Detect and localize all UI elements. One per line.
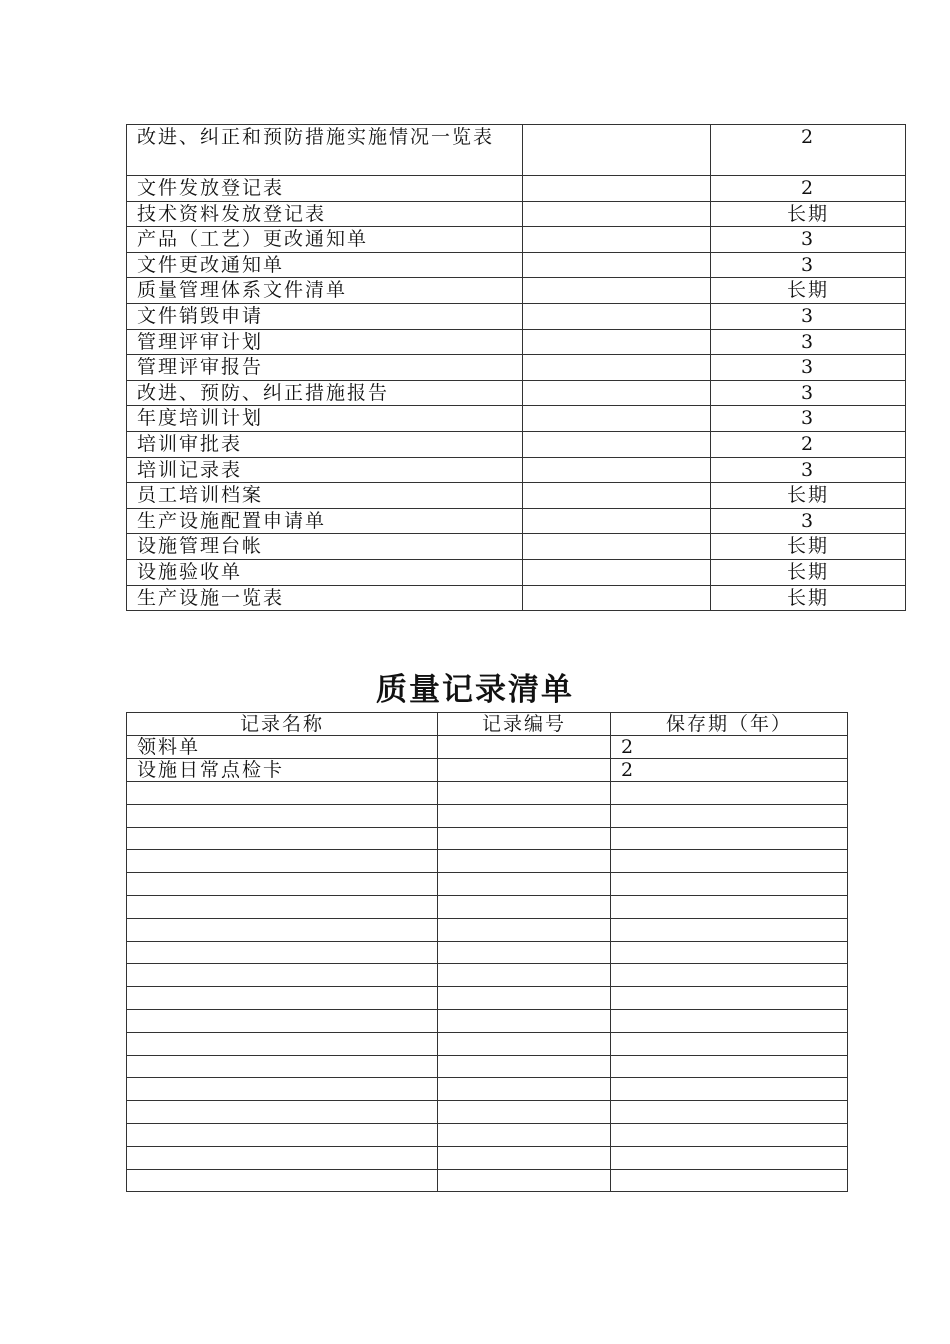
retention-period-cell: 3 bbox=[711, 252, 906, 278]
record-name-cell bbox=[127, 1009, 438, 1032]
record-name-cell: 管理评审报告 bbox=[127, 355, 523, 381]
retention-period-cell: 2 bbox=[611, 736, 848, 759]
record-number-cell bbox=[523, 406, 711, 432]
table-row bbox=[127, 1146, 848, 1169]
record-name-cell bbox=[127, 873, 438, 896]
table-row bbox=[127, 1032, 848, 1055]
record-number-cell bbox=[523, 355, 711, 381]
record-name-cell bbox=[127, 1101, 438, 1124]
retention-period-cell bbox=[611, 987, 848, 1010]
table-row bbox=[127, 850, 848, 873]
retention-period-cell: 长期 bbox=[711, 201, 906, 227]
record-number-cell bbox=[438, 895, 611, 918]
record-name-cell bbox=[127, 827, 438, 850]
retention-period-cell: 长期 bbox=[711, 559, 906, 585]
retention-period-cell: 2 bbox=[711, 431, 906, 457]
record-name-cell: 质量管理体系文件清单 bbox=[127, 278, 523, 304]
retention-period-cell: 3 bbox=[711, 457, 906, 483]
record-number-cell bbox=[523, 559, 711, 585]
retention-period-cell: 长期 bbox=[711, 585, 906, 611]
table-row bbox=[127, 125, 906, 176]
table-row bbox=[127, 1009, 848, 1032]
record-name-cell: 生产设施一览表 bbox=[127, 585, 523, 611]
table-row bbox=[127, 873, 848, 896]
retention-period-cell bbox=[611, 804, 848, 827]
retention-period-cell: 3 bbox=[711, 227, 906, 253]
retention-period-cell bbox=[611, 895, 848, 918]
table-row bbox=[127, 508, 906, 534]
record-name-cell: 文件更改通知单 bbox=[127, 252, 523, 278]
table-row bbox=[127, 483, 906, 509]
record-number-cell bbox=[523, 278, 711, 304]
table-row bbox=[127, 1078, 848, 1101]
record-number-cell bbox=[523, 483, 711, 509]
record-name-cell bbox=[127, 1123, 438, 1146]
header-retention-period: 保存期（年） bbox=[611, 713, 848, 736]
table-row bbox=[127, 1101, 848, 1124]
record-name-cell bbox=[127, 1078, 438, 1101]
record-number-cell bbox=[523, 457, 711, 483]
retention-period-cell: 长期 bbox=[711, 278, 906, 304]
retention-period-cell bbox=[611, 1169, 848, 1192]
table-row bbox=[127, 329, 906, 355]
record-number-cell bbox=[438, 1055, 611, 1078]
record-number-cell bbox=[438, 941, 611, 964]
retention-period-cell bbox=[611, 1032, 848, 1055]
table-row bbox=[127, 827, 848, 850]
retention-period-cell: 长期 bbox=[711, 483, 906, 509]
retention-period-cell: 2 bbox=[711, 125, 906, 176]
record-number-cell bbox=[523, 227, 711, 253]
record-number-cell bbox=[438, 1169, 611, 1192]
retention-period-cell bbox=[611, 1123, 848, 1146]
record-name-cell: 文件销毁申请 bbox=[127, 303, 523, 329]
record-number-cell bbox=[438, 1009, 611, 1032]
table-row bbox=[127, 406, 906, 432]
record-name-cell bbox=[127, 987, 438, 1010]
retention-period-cell bbox=[611, 1009, 848, 1032]
table-row bbox=[127, 534, 906, 560]
table-row bbox=[127, 941, 848, 964]
retention-period-cell: 2 bbox=[611, 759, 848, 782]
record-name-cell bbox=[127, 1032, 438, 1055]
table-row bbox=[127, 895, 848, 918]
table-header-row bbox=[127, 713, 848, 736]
retention-period-cell bbox=[611, 850, 848, 873]
retention-period-cell bbox=[611, 1055, 848, 1078]
retention-period-cell bbox=[611, 941, 848, 964]
quality-records-table-body bbox=[127, 713, 848, 1192]
retention-period-cell: 3 bbox=[711, 380, 906, 406]
page-title: 质量记录清单 bbox=[376, 672, 574, 708]
record-name-cell: 设施验收单 bbox=[127, 559, 523, 585]
table-row bbox=[127, 964, 848, 987]
quality-records-table bbox=[126, 712, 848, 1192]
record-number-cell bbox=[523, 585, 711, 611]
record-number-cell bbox=[523, 534, 711, 560]
record-number-cell bbox=[523, 380, 711, 406]
record-name-cell: 技术资料发放登记表 bbox=[127, 201, 523, 227]
record-name-cell: 员工培训档案 bbox=[127, 483, 523, 509]
record-number-cell bbox=[438, 987, 611, 1010]
records-table-continued-body bbox=[127, 125, 906, 611]
retention-period-cell bbox=[611, 1078, 848, 1101]
record-number-cell bbox=[523, 431, 711, 457]
record-number-cell bbox=[438, 736, 611, 759]
record-name-cell bbox=[127, 941, 438, 964]
table-row bbox=[127, 782, 848, 805]
table-row bbox=[127, 736, 848, 759]
record-name-cell bbox=[127, 804, 438, 827]
record-name-cell bbox=[127, 782, 438, 805]
table-row bbox=[127, 804, 848, 827]
table-row bbox=[127, 1055, 848, 1078]
record-name-cell: 领料单 bbox=[127, 736, 438, 759]
record-name-cell: 管理评审计划 bbox=[127, 329, 523, 355]
table-row bbox=[127, 201, 906, 227]
header-record-name: 记录名称 bbox=[127, 713, 438, 736]
retention-period-cell: 2 bbox=[711, 176, 906, 202]
record-name-cell: 年度培训计划 bbox=[127, 406, 523, 432]
record-number-cell bbox=[438, 1101, 611, 1124]
records-table-continued bbox=[126, 124, 906, 611]
record-number-cell bbox=[438, 873, 611, 896]
record-name-cell: 设施日常点检卡 bbox=[127, 759, 438, 782]
table-row bbox=[127, 278, 906, 304]
table-row bbox=[127, 227, 906, 253]
table-row bbox=[127, 1123, 848, 1146]
record-number-cell bbox=[523, 176, 711, 202]
retention-period-cell bbox=[611, 782, 848, 805]
record-name-cell: 设施管理台帐 bbox=[127, 534, 523, 560]
record-number-cell bbox=[523, 508, 711, 534]
table-row bbox=[127, 759, 848, 782]
record-name-cell: 生产设施配置申请单 bbox=[127, 508, 523, 534]
retention-period-cell bbox=[611, 918, 848, 941]
retention-period-cell: 3 bbox=[711, 355, 906, 381]
record-number-cell bbox=[438, 850, 611, 873]
table-row bbox=[127, 457, 906, 483]
retention-period-cell bbox=[611, 1101, 848, 1124]
table-row bbox=[127, 176, 906, 202]
record-number-cell bbox=[523, 329, 711, 355]
record-number-cell bbox=[523, 201, 711, 227]
table-row bbox=[127, 431, 906, 457]
record-name-cell bbox=[127, 850, 438, 873]
record-number-cell bbox=[438, 918, 611, 941]
record-name-cell: 文件发放登记表 bbox=[127, 176, 523, 202]
record-number-cell bbox=[438, 804, 611, 827]
record-number-cell bbox=[438, 1032, 611, 1055]
table-row bbox=[127, 380, 906, 406]
table-row bbox=[127, 559, 906, 585]
record-number-cell bbox=[523, 125, 711, 176]
record-name-cell bbox=[127, 1055, 438, 1078]
record-name-cell: 产品（工艺）更改通知单 bbox=[127, 227, 523, 253]
record-name-cell bbox=[127, 964, 438, 987]
header-record-number: 记录编号 bbox=[438, 713, 611, 736]
retention-period-cell: 3 bbox=[711, 508, 906, 534]
retention-period-cell: 3 bbox=[711, 329, 906, 355]
table-row bbox=[127, 585, 906, 611]
retention-period-cell bbox=[611, 964, 848, 987]
table-row bbox=[127, 918, 848, 941]
record-name-cell: 培训审批表 bbox=[127, 431, 523, 457]
record-number-cell bbox=[438, 964, 611, 987]
record-number-cell bbox=[523, 252, 711, 278]
table-row bbox=[127, 355, 906, 381]
record-name-cell bbox=[127, 895, 438, 918]
table-row bbox=[127, 303, 906, 329]
record-name-cell: 改进、纠正和预防措施实施情况一览表 bbox=[127, 125, 523, 176]
record-number-cell bbox=[438, 827, 611, 850]
retention-period-cell: 3 bbox=[711, 406, 906, 432]
retention-period-cell: 3 bbox=[711, 303, 906, 329]
record-number-cell bbox=[438, 1123, 611, 1146]
record-name-cell bbox=[127, 1146, 438, 1169]
table-row bbox=[127, 1169, 848, 1192]
table-row bbox=[127, 252, 906, 278]
record-number-cell bbox=[523, 303, 711, 329]
retention-period-cell bbox=[611, 873, 848, 896]
table-row bbox=[127, 987, 848, 1010]
record-number-cell bbox=[438, 759, 611, 782]
record-number-cell bbox=[438, 1078, 611, 1101]
record-name-cell: 改进、预防、纠正措施报告 bbox=[127, 380, 523, 406]
retention-period-cell bbox=[611, 1146, 848, 1169]
record-number-cell bbox=[438, 782, 611, 805]
record-name-cell bbox=[127, 918, 438, 941]
retention-period-cell bbox=[611, 827, 848, 850]
record-number-cell bbox=[438, 1146, 611, 1169]
record-name-cell: 培训记录表 bbox=[127, 457, 523, 483]
record-name-cell bbox=[127, 1169, 438, 1192]
retention-period-cell: 长期 bbox=[711, 534, 906, 560]
